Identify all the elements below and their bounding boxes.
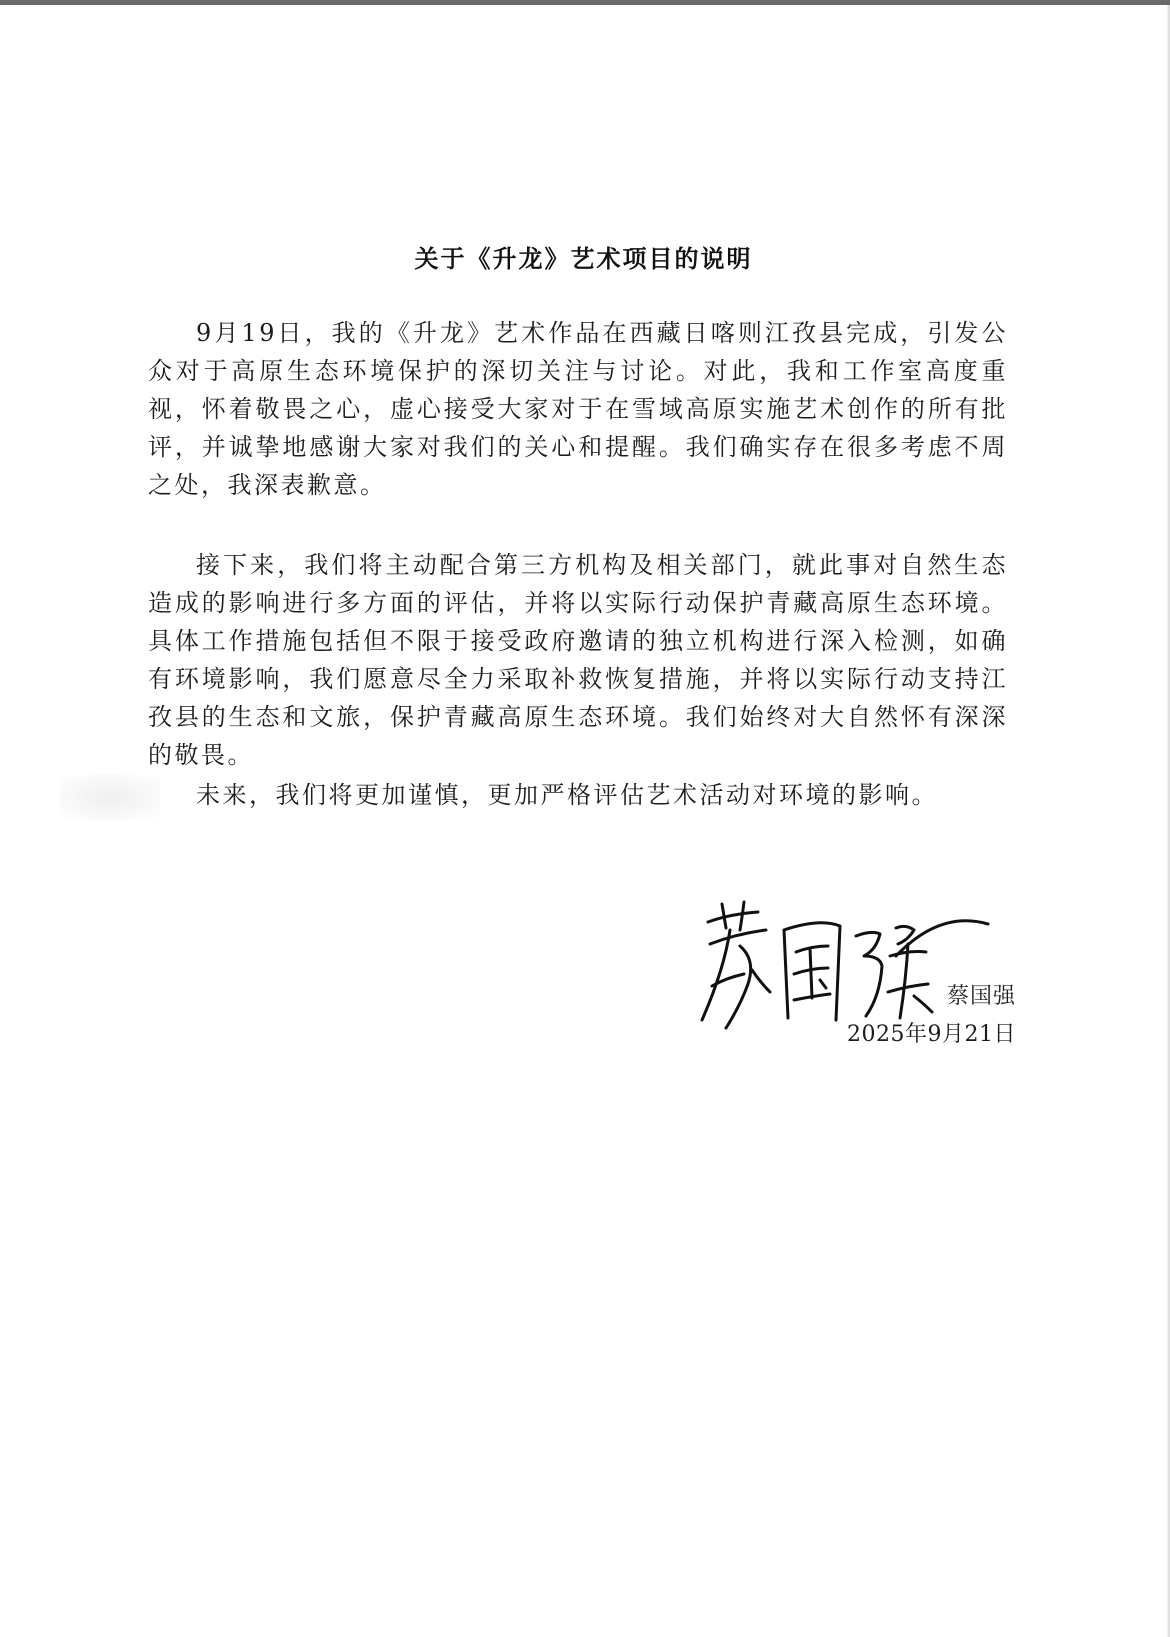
document-page	[0, 5, 1167, 1637]
scan-smudge	[60, 775, 160, 820]
paragraph-3: 未来，我们将更加谨慎，更加严格评估艺术活动对环境的影响。	[196, 781, 938, 809]
paragraph-1: 9月19日，我的《升龙》艺术作品在西藏日喀则江孜县完成，引发公众对于高原生态环境保护的深切关注与讨论。对此，我和工作室高度重视，怀着敬畏之心，虚心接受大家对于在雪域高原实施艺术创作的所有批评，并诚挚地感谢大家对我们的关心和提醒。我们确实存在很多考虑不周之处，我深表歉意。	[148, 319, 1008, 499]
signer-name: 蔡国强	[946, 984, 1016, 1009]
document-title: 关于《升龙》艺术项目的说明	[414, 244, 753, 273]
signature-date: 2025年9月21日	[847, 1022, 1016, 1047]
paragraph-2: 接下来，我们将主动配合第三方机构及相关部门，就此事对自然生态造成的影响进行多方面的评估，并将以实际行动保护青藏高原生态环境。具体工作措施包括但不限于接受政府邀请的独立机构进行深入检测，如确有环境影响，我们愿意尽全力采取补救恢复措施，并将以实际行动支持江孜县的生态和文旅，保护青藏高原生态环境。我们始终对大自然怀有深深的敬畏。	[148, 551, 1008, 769]
